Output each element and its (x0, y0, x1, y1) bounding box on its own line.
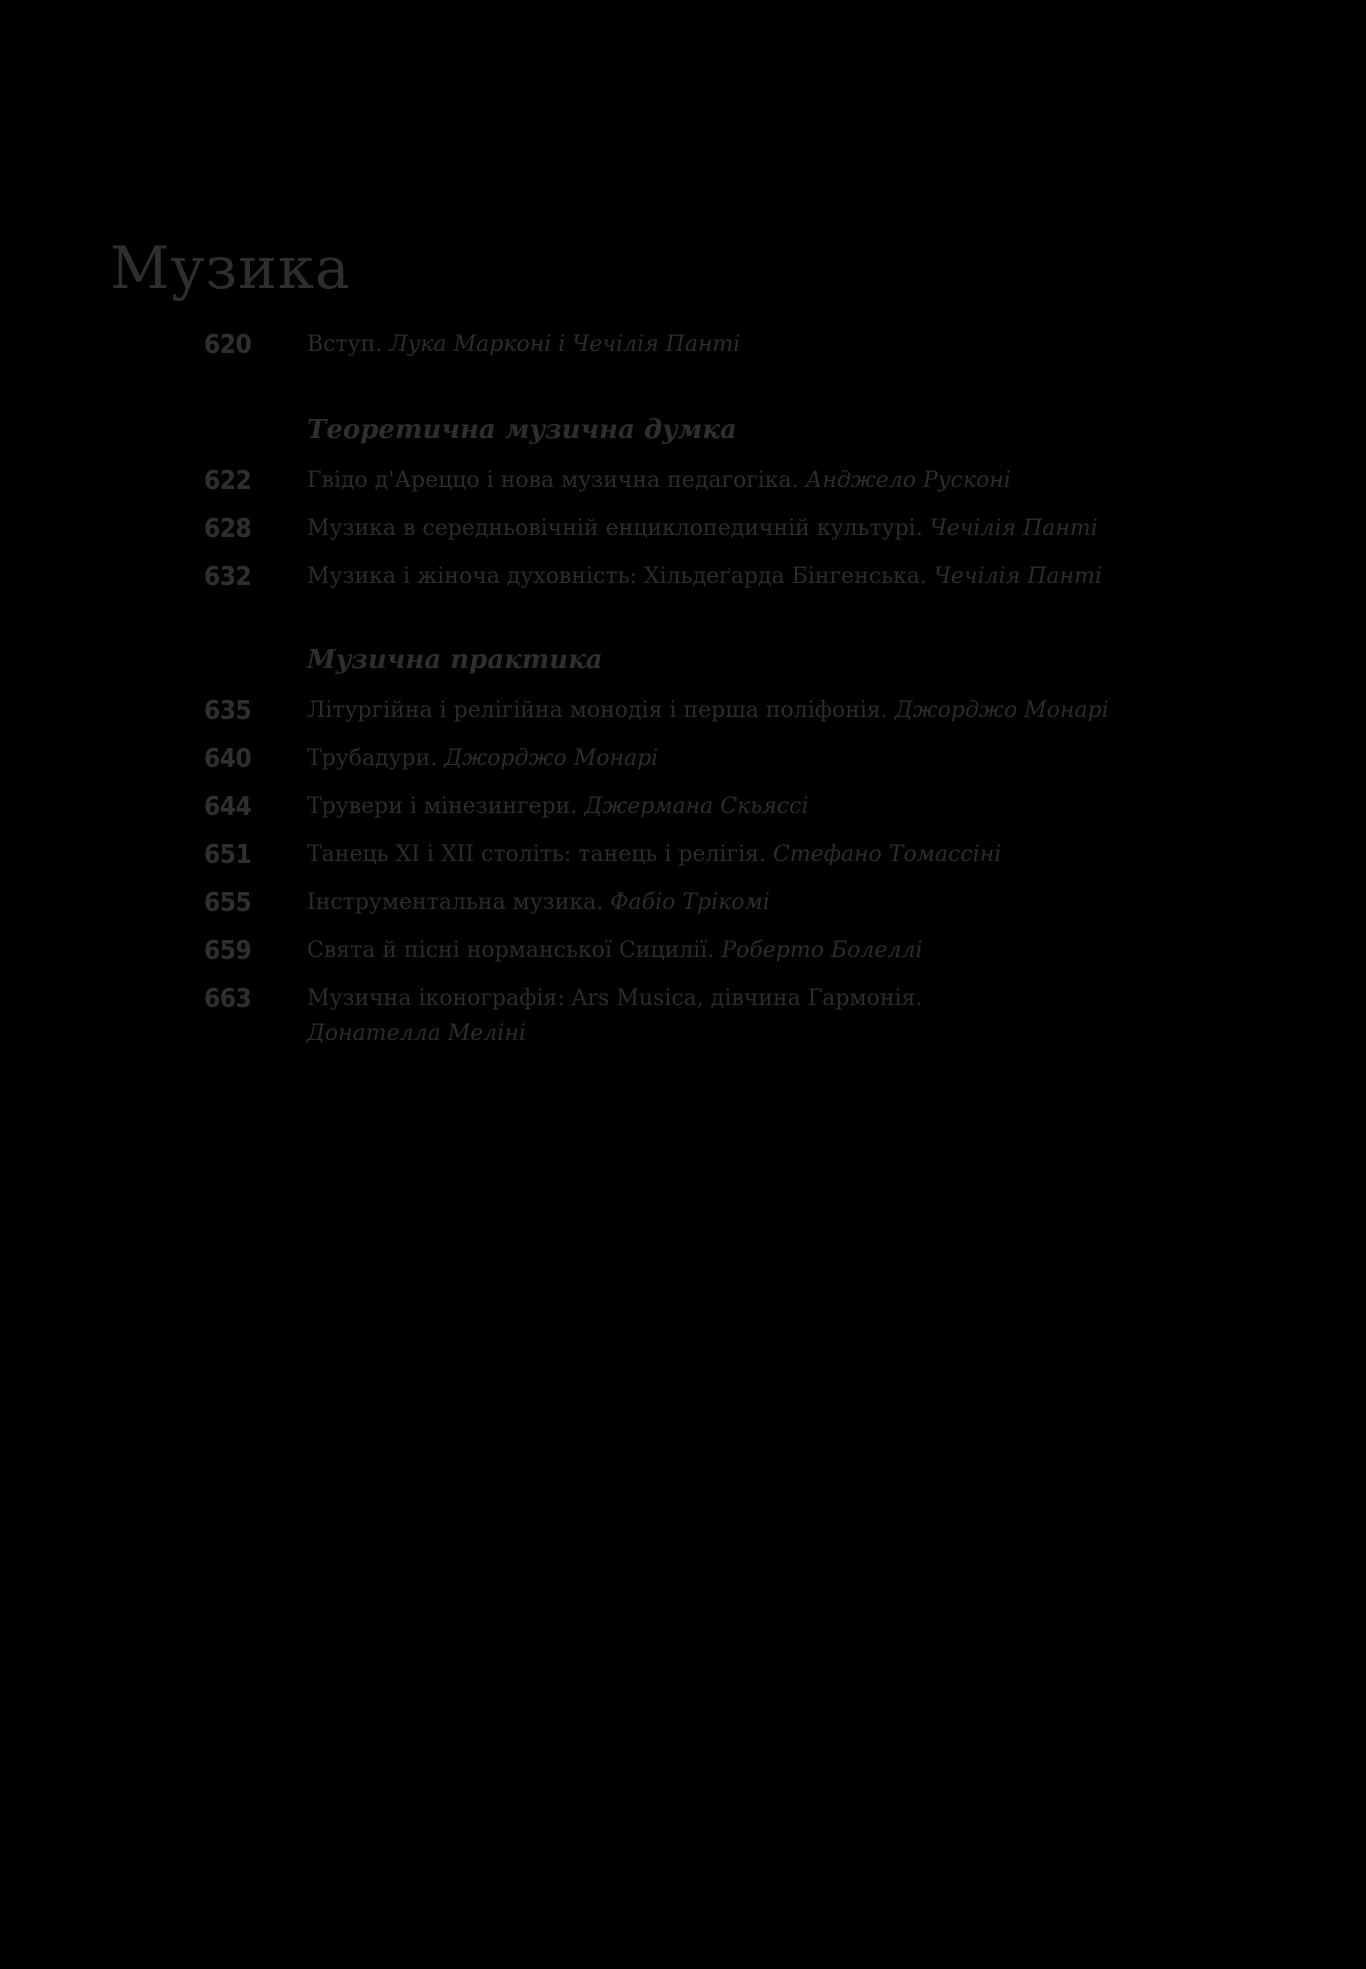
entry-author: Чечілія Панті (933, 564, 1102, 589)
entry-text (307, 742, 1207, 776)
section-heading-practice: Музична практика (307, 645, 603, 675)
entry-author: Роберто Болеллі (721, 938, 923, 963)
entry-author: Анджело Рускoні (805, 468, 1011, 493)
entry-title: Трубадури. (307, 746, 438, 771)
entry-text (307, 934, 1207, 968)
page-number: 659 (204, 936, 252, 966)
entry-title: Трувери і мінезингери. (307, 794, 578, 819)
entry-author: Донателла Меліні (307, 1021, 526, 1046)
entry-text (307, 694, 1207, 728)
entry-text (307, 982, 1207, 1052)
page-number: 632 (204, 562, 252, 592)
entry-title: Музика і жіноча духовність: Хільдеґарда Бінгенська. (307, 564, 927, 589)
entry-title: Інструментальна музика. (307, 890, 604, 915)
entry-title: Музична іконографія: Ars Musica, дівчина Гармонія. (307, 986, 923, 1011)
entry-title: Танець XI і XII століть: танець і релігія. (307, 842, 766, 867)
entry-author: Джорджо Монарі (444, 746, 659, 771)
entry-title: Музика в середньовічній енциклопедичній культурі. (307, 516, 923, 541)
entry-author: Фабіо Трікомі (610, 890, 770, 915)
page-number: 644 (204, 792, 252, 822)
page-number: 655 (204, 888, 252, 918)
entry-author: Чечілія Панті (929, 516, 1098, 541)
entry-title: Свята й пісні норманської Сицилії. (307, 938, 715, 963)
entry-title: Гвідо д'Ареццо і нова музична педагогіка. (307, 468, 799, 493)
entry-text (307, 560, 1207, 594)
entry-author: Джермана Скьяссі (584, 794, 809, 819)
page-number: 622 (204, 466, 252, 496)
page-number: 663 (204, 984, 252, 1014)
entry-title: Літургійна і релігійна монодія і перша поліфонія. (307, 698, 888, 723)
entry-text (307, 464, 1207, 498)
page-number: 651 (204, 840, 252, 870)
entry-author: Лука Марконі і Чечілія Панті (389, 332, 741, 357)
entry-author: Стефано Томассіні (772, 842, 1002, 867)
entry-text (307, 886, 1207, 920)
page-number: 635 (204, 696, 252, 726)
page-title: Музика (110, 234, 351, 302)
page-number: 628 (204, 514, 252, 544)
entry-title: Вступ. (307, 332, 383, 357)
page-number: 640 (204, 744, 252, 774)
entry-text (307, 328, 1207, 362)
entry-text (307, 838, 1207, 872)
page-number: 620 (204, 330, 252, 360)
section-heading-theory: Теоретична музична думка (307, 415, 737, 445)
entry-text (307, 790, 1207, 824)
entry-text (307, 512, 1207, 546)
entry-author: Джорджо Монарі (894, 698, 1109, 723)
